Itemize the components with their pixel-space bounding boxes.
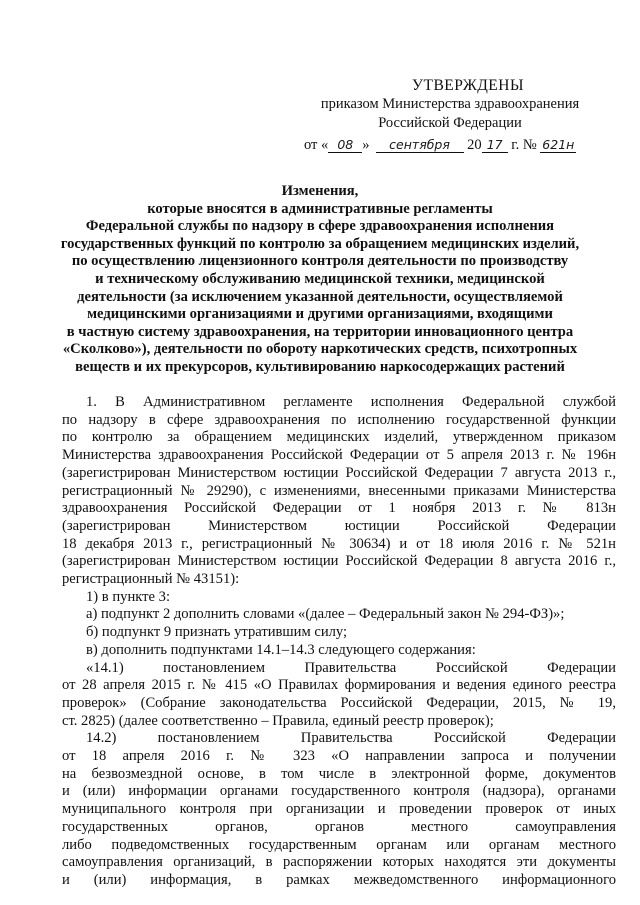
body-line: здравоохранения Российской Федерации от 1 ноября 2013 г. № 813н [62,500,616,517]
title-line: которые вносятся в административные регламенты [147,200,493,217]
body-line: муниципального контроля при организации и проведении проверок от иных [62,801,616,818]
date-quote-close: » [362,137,370,153]
year-prefix: 20 [467,137,482,153]
title-line: и техническому обслуживанию медицинской техники, медицинской [95,270,545,287]
document-title [40,183,600,377]
number-label: г. № [511,137,537,153]
handwritten-year: 17 [482,137,508,153]
body-line: Министерства здравоохранения Российской Федерации от 5 апреля 2013 г. № 196н [62,447,616,464]
approval-line-ministry: приказом Министерства здравоохранения [320,96,580,112]
date-prefix: от « [304,137,329,153]
body-line: а) подпункт 2 дополнить словами «(далее – Федеральный закон № 294-ФЗ)»; [86,606,565,623]
approval-heading: УТВЕРЖДЕНЫ [412,77,524,94]
body-line: 1) в пункте 3: [86,588,171,605]
body-line: б) подпункт 9 признать утратившим силу; [86,624,348,641]
title-line: государственных функций по контролю за обращением медицинских изделий, [60,235,580,252]
title-line: деятельности (за исключением указанной деятельности, осуществляемой [77,288,563,305]
body-line: либо подведомственных государственным органам или органам местного [62,836,616,853]
document-body [62,394,616,890]
body-line: государственных органов, органов местного самоуправления [62,818,616,835]
title-line: Федеральной службы по надзору в сфере здравоохранения исполнения [85,218,555,235]
body-line: (зарегистрирован Министерством юстиции Российской Федерации 8 августа 2016 г., [62,553,616,570]
body-line: в) дополнить подпунктами 14.1–14.3 следующего содержания: [86,641,476,658]
handwritten-month: сентября [376,137,464,153]
body-line: самоуправления организаций, в распоряжении которых находятся эти документы [62,854,616,871]
body-line: по контролю за обращением медицинских изделий, утвержденном приказом [62,429,616,446]
title-line: в частную систему здравоохранения, на территории инновационного центра [66,323,574,340]
body-line: «14.1) постановлением Правительства Российской Федерации [86,659,616,676]
body-line: ст. 2825) (далее соответственно – Правила, единый реестр проверок); [62,712,494,729]
approval-stamp [300,76,600,155]
title-line: по осуществлению лицензионного контроля деятельности по производству [71,253,569,270]
approval-date-line [300,136,600,155]
title-line: «Сколково»), деятельности по обороту наркотических средств, психотропных [62,341,578,358]
body-line: проверок» (Собрание законодательства Российской Федерации, 2015, № 19, [62,694,616,711]
body-line: регистрационный № 43151): [62,571,240,588]
body-line: от 18 апреля 2016 г. № 323 «О направлении запроса и получении [62,748,616,765]
body-line: и (или) информация, в рамках межведомственного информационного [62,871,616,888]
body-line: по надзору в сфере здравоохранения по исполнению государственной функции [62,411,616,428]
body-line: на безвозмездной основе, в том числе в электронной форме, документов [62,765,616,782]
body-line: 14.2) постановлением Правительства Российской Федерации [86,730,616,747]
body-line: 18 декабря 2013 г., регистрационный № 30634) и от 18 июля 2016 г. № 521н [62,535,616,552]
body-line: (зарегистрирован Министерством юстиции Российской Федерации [62,517,616,534]
handwritten-day: 08 [328,137,362,153]
title-line: веществ и их прекурсоров, культивированию наркосодержащих растений [75,358,565,375]
body-line: регистрационный № 29290), с изменениями, внесенными приказами Министерства [62,482,616,499]
body-line: от 28 апреля 2015 г. № 415 «О Правилах формирования и ведения единого реестра [62,677,616,694]
body-line: (зарегистрирован Министерством юстиции Российской Федерации 7 августа 2013 г., [62,464,616,481]
title-line: Изменения, [281,183,359,199]
approval-line-federation: Российской Федерации [378,115,522,131]
handwritten-order-number: 621н [542,137,575,152]
title-line: медицинскими организациями и другими организациями, входящими [87,306,553,323]
body-line: и (или) информации органами государственного контроля (надзора), органами [62,783,616,800]
body-line: 1. В Административном регламенте исполнения Федеральной службой [86,394,616,410]
